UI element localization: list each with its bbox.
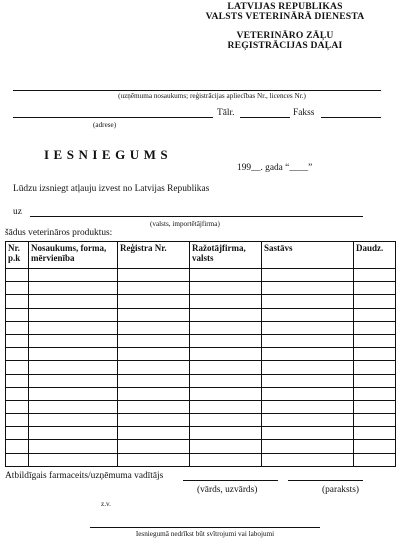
table-cell[interactable]	[354, 269, 396, 282]
enterprise-caption: (uzņēmuma nosaukums; reģistrācijas apliecības Nr., licences Nr.)	[118, 92, 306, 100]
to-line[interactable]	[30, 216, 363, 217]
table-cell[interactable]	[190, 414, 262, 427]
table-cell[interactable]	[118, 282, 190, 295]
table-cell[interactable]	[29, 440, 118, 453]
table-row	[6, 269, 396, 282]
col-header-number: Nr. p.k	[6, 242, 29, 269]
table-cell[interactable]	[29, 334, 118, 347]
table-cell[interactable]	[118, 321, 190, 334]
table-cell[interactable]	[190, 400, 262, 413]
table-cell[interactable]	[190, 295, 262, 308]
table-cell[interactable]	[190, 387, 262, 400]
name-line[interactable]	[183, 480, 278, 481]
address-caption: (adrese)	[93, 121, 117, 129]
header-line-2: VALSTS VETERINĀRĀ DIENESTA	[205, 11, 365, 22]
table-cell[interactable]	[29, 453, 118, 466]
table-row	[6, 427, 396, 440]
table-cell[interactable]	[190, 348, 262, 361]
table-cell[interactable]	[118, 427, 190, 440]
table-cell[interactable]	[6, 269, 29, 282]
table-cell[interactable]	[6, 400, 29, 413]
table-cell[interactable]	[118, 348, 190, 361]
table-cell[interactable]	[118, 387, 190, 400]
table-cell[interactable]	[262, 295, 354, 308]
table-cell[interactable]	[190, 282, 262, 295]
address-line[interactable]	[13, 117, 213, 118]
footer-note: Iesniegumā nedrīkst būt svītrojumi vai labojumi	[135, 530, 275, 538]
table-cell[interactable]	[118, 414, 190, 427]
fax-label: Fakss	[293, 108, 315, 118]
table-cell[interactable]	[354, 334, 396, 347]
table-row	[6, 321, 396, 334]
table-cell[interactable]	[6, 440, 29, 453]
table-cell[interactable]	[262, 269, 354, 282]
document-title: IESNIEGUMS	[44, 147, 173, 162]
table-cell[interactable]	[354, 321, 396, 334]
table-cell[interactable]	[118, 374, 190, 387]
products-table	[5, 241, 396, 467]
table-row	[6, 374, 396, 387]
table-cell[interactable]	[6, 414, 29, 427]
table-cell[interactable]	[262, 400, 354, 413]
phone-label: Tālr.	[217, 108, 235, 118]
table-cell[interactable]	[262, 334, 354, 347]
table-cell[interactable]	[6, 348, 29, 361]
table-cell[interactable]	[262, 427, 354, 440]
request-text: Lūdzu izsniegt atļauju izvest no Latvijas Republikas	[13, 184, 210, 194]
to-caption: (valsts, importētājfirma)	[150, 220, 220, 228]
table-cell[interactable]	[354, 295, 396, 308]
table-cell[interactable]	[118, 400, 190, 413]
table-cell[interactable]	[190, 334, 262, 347]
table-cell[interactable]	[118, 269, 190, 282]
table-cell[interactable]	[29, 308, 118, 321]
table-row	[6, 453, 396, 466]
table-cell[interactable]	[354, 308, 396, 321]
table-cell[interactable]	[354, 387, 396, 400]
table-cell[interactable]	[6, 334, 29, 347]
table-row	[6, 387, 396, 400]
table-cell[interactable]	[29, 400, 118, 413]
table-cell[interactable]	[354, 400, 396, 413]
table-cell[interactable]	[6, 295, 29, 308]
col-header-composition: Sastāvs	[262, 242, 354, 269]
table-cell[interactable]	[29, 295, 118, 308]
col-header-registry: Reģistra Nr.	[118, 242, 190, 269]
table-row	[6, 282, 396, 295]
col-header-manufacturer: Ražotājfirma, valsts	[190, 242, 262, 269]
table-row	[6, 295, 396, 308]
table-cell[interactable]	[118, 453, 190, 466]
sign-line[interactable]	[288, 480, 363, 481]
table-header-row	[6, 242, 396, 269]
table-cell[interactable]	[262, 387, 354, 400]
table-cell[interactable]	[262, 282, 354, 295]
table-cell[interactable]	[29, 374, 118, 387]
table-cell[interactable]	[190, 361, 262, 374]
table-cell[interactable]	[262, 348, 354, 361]
table-cell[interactable]	[190, 453, 262, 466]
table-cell[interactable]	[262, 321, 354, 334]
table-cell[interactable]	[6, 321, 29, 334]
table-cell[interactable]	[262, 361, 354, 374]
table-row	[6, 400, 396, 413]
enterprise-line[interactable]	[13, 90, 381, 91]
table-cell[interactable]	[262, 374, 354, 387]
table-cell[interactable]	[354, 427, 396, 440]
table-cell[interactable]	[6, 282, 29, 295]
col-header-quantity: Daudz.	[354, 242, 396, 269]
col-header-name: Nosaukums, forma, mērvienība	[29, 242, 118, 269]
table-row	[6, 308, 396, 321]
table-cell[interactable]	[6, 374, 29, 387]
products-label: šādus veterināros produktus:	[5, 228, 113, 238]
name-caption: (vārds, uzvārds)	[197, 485, 258, 495]
table-cell[interactable]	[190, 440, 262, 453]
table-cell[interactable]	[118, 295, 190, 308]
table-cell[interactable]	[262, 440, 354, 453]
table-cell[interactable]	[262, 453, 354, 466]
table-cell[interactable]	[6, 453, 29, 466]
phone-line[interactable]	[240, 117, 290, 118]
table-cell[interactable]	[190, 427, 262, 440]
table-cell[interactable]	[354, 440, 396, 453]
header-line-4: REĢISTRĀCIJAS DAĻAI	[227, 40, 343, 51]
table-cell[interactable]	[6, 361, 29, 374]
table-cell[interactable]	[6, 427, 29, 440]
table-cell[interactable]	[354, 414, 396, 427]
table-cell[interactable]	[190, 308, 262, 321]
table-cell[interactable]	[262, 308, 354, 321]
footer-rule	[90, 527, 320, 528]
table-cell[interactable]	[6, 387, 29, 400]
table-cell[interactable]	[190, 321, 262, 334]
table-row	[6, 361, 396, 374]
table-cell[interactable]	[29, 269, 118, 282]
table-cell[interactable]	[29, 361, 118, 374]
table-cell[interactable]	[354, 453, 396, 466]
table-row	[6, 440, 396, 453]
table-cell[interactable]	[118, 308, 190, 321]
table-cell[interactable]	[29, 321, 118, 334]
date-field[interactable]: 199__. gada “____”	[237, 163, 313, 173]
table-cell[interactable]	[29, 348, 118, 361]
table-cell[interactable]	[29, 282, 118, 295]
table-cell[interactable]	[190, 374, 262, 387]
table-cell[interactable]	[118, 361, 190, 374]
stamp-label: z.v.	[101, 500, 111, 508]
table-row	[6, 348, 396, 361]
to-label: uz	[13, 207, 22, 217]
table-row	[6, 414, 396, 427]
table-cell[interactable]	[190, 269, 262, 282]
table-cell[interactable]	[262, 414, 354, 427]
table-cell[interactable]	[354, 282, 396, 295]
table-row	[6, 334, 396, 347]
table-cell[interactable]	[118, 334, 190, 347]
header-line-3: VETERINĀRO ZĀĻU	[236, 30, 334, 41]
table-cell[interactable]	[118, 440, 190, 453]
sign-caption: (paraksts)	[322, 485, 359, 495]
fax-line[interactable]	[321, 117, 381, 118]
table-cell[interactable]	[354, 374, 396, 387]
header-line-1: LATVIJAS REPUBLIKAS	[227, 1, 343, 12]
table-cell[interactable]	[354, 348, 396, 361]
table-cell[interactable]	[29, 387, 118, 400]
table-cell[interactable]	[354, 361, 396, 374]
table-cell[interactable]	[29, 414, 118, 427]
table-cell[interactable]	[6, 308, 29, 321]
signature-label: Atbildīgais farmaceits/uzņēmuma vadītājs	[5, 471, 164, 481]
table-cell[interactable]	[29, 427, 118, 440]
